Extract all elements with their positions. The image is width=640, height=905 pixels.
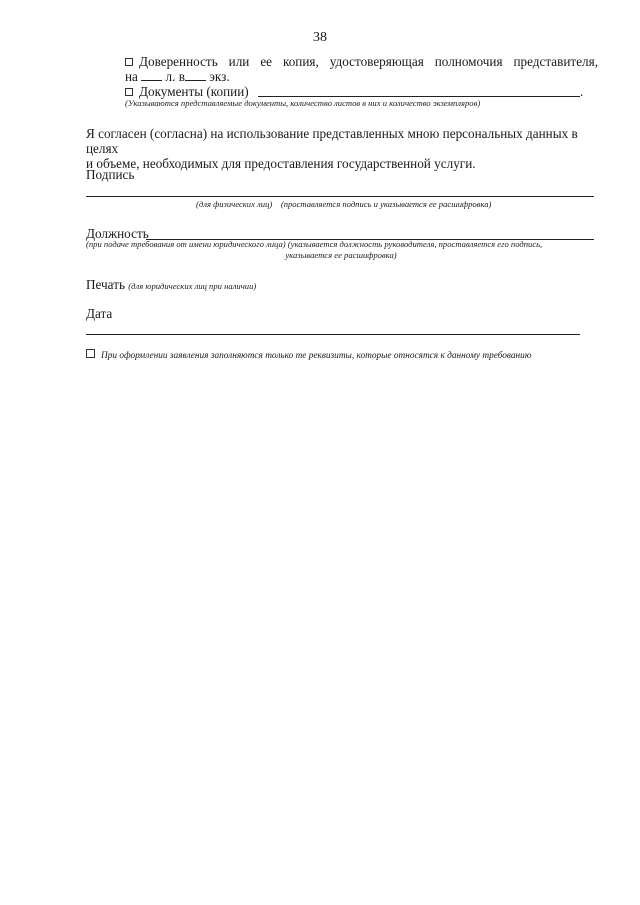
doc-hint: (Указываются представляемые документы, количество листов в них и количество экземпляров) bbox=[125, 98, 481, 108]
footnote-text: При оформлении заявления заполняются только те реквизиты, которые относятся к данному требованию bbox=[101, 351, 532, 361]
date-line[interactable] bbox=[86, 334, 580, 335]
copies-count-field[interactable] bbox=[185, 69, 206, 81]
doc-item-suffix: экз. bbox=[209, 69, 230, 84]
consent-line1: Я согласен (согласна) на использование представленных мною персональных данных в целях bbox=[86, 126, 578, 156]
signature-label: Подпись bbox=[86, 167, 135, 182]
consent-line2: и объеме, необходимых для предоставления государственной услуги. bbox=[86, 156, 476, 171]
signature-hint-b: (проставляется подпись и указывается ее расшифровка) bbox=[280, 199, 492, 209]
doc-item-middle: л. в bbox=[165, 69, 185, 84]
page-number: 38 bbox=[313, 30, 327, 45]
signature-hint-a: (для физических лиц) bbox=[196, 199, 273, 209]
signature-line[interactable] bbox=[86, 196, 594, 197]
checkbox-icon[interactable] bbox=[125, 88, 133, 96]
doc-item-prefix: на bbox=[125, 69, 138, 84]
signature-hint bbox=[196, 199, 491, 210]
seal-row bbox=[86, 277, 256, 292]
position-hint bbox=[86, 239, 596, 261]
doc-item-power-of-attorney bbox=[125, 54, 598, 84]
documents-dot: . bbox=[580, 84, 584, 99]
date-label: Дата bbox=[86, 306, 113, 321]
doc-item-line1 bbox=[125, 54, 598, 69]
sheets-count-field[interactable] bbox=[141, 69, 162, 81]
position-label: Должность bbox=[86, 226, 149, 241]
consent-text bbox=[86, 126, 596, 171]
position-hint-line1: (при подаче требования от имени юридического лица) (указывается должность руководителя, проставляется его подпись, bbox=[86, 239, 543, 249]
doc-item-line2 bbox=[125, 69, 598, 84]
checkbox-icon[interactable] bbox=[125, 58, 133, 66]
documents-field-line[interactable] bbox=[258, 96, 580, 97]
seal-label: Печать bbox=[86, 277, 125, 292]
doc-item-label: Документы (копии) bbox=[139, 84, 249, 99]
seal-hint: (для юридических лиц при наличии) bbox=[128, 281, 257, 291]
checkbox-icon bbox=[86, 349, 95, 358]
doc-item-label: Доверенность или ее копия, удостоверяющая полномочия представителя, bbox=[139, 54, 598, 69]
footnote bbox=[86, 349, 531, 362]
position-hint-line2: указывается ее расшифровка) bbox=[285, 250, 397, 260]
